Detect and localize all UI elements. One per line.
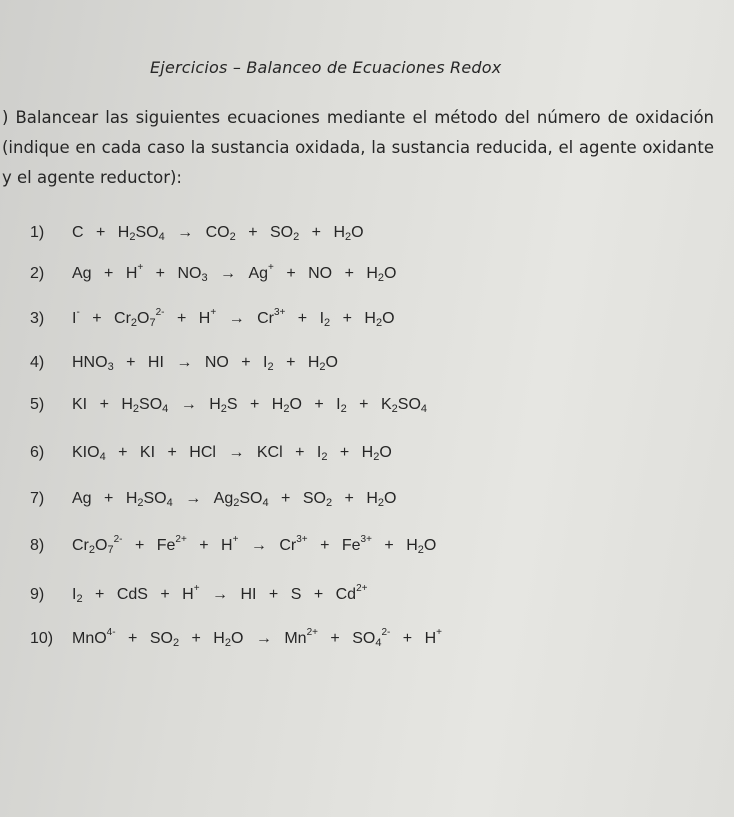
equation-number: 10) — [30, 630, 54, 647]
equation-number: 2) — [30, 265, 45, 282]
equation-row — [30, 534, 436, 556]
equation-row — [30, 354, 338, 373]
equation-formula: $I_2$ + CdS + H+ → HI + $S + Cd^{2+}$ — [72, 583, 368, 605]
equation-formula: $Ag + H_2SO_4 \to Ag_2SO_4 + SO_2 + H_2O$ — [72, 490, 397, 509]
page-title: Ejercicios – Balanceo de Ecuaciones Redox — [150, 58, 502, 77]
equation-formula: $Ag + H^+ + NO_3 \to Ag^+$ + NO + $H_2O$ — [72, 262, 397, 284]
equation-row — [30, 444, 392, 463]
equation-formula: KI + $H_2SO_4 \to H_2S + H_2O + I_2 + K_2SO_4$ — [72, 396, 428, 415]
equation-row — [30, 262, 397, 284]
equation-number: 5) — [30, 396, 45, 413]
equation-formula: $I^- + Cr_2O_7^{2-} + H^+ \to Cr^{3+} + I_2 + H_2O$ — [72, 307, 395, 329]
equation-row — [30, 490, 396, 509]
equation-row — [30, 627, 442, 649]
equation-formula: $Cr_2O_7^{2-} + Fe^{2+} + H^+ \to Cr^{3+} + Fe^{3+} + H_2O$ — [72, 534, 437, 556]
equation-number: 8) — [30, 537, 45, 554]
equation-number: 4) — [30, 354, 45, 371]
equation-formula: $HNO_3$ + HI → NO + $I_2 + H_2O$ — [72, 354, 338, 373]
equation-number: 7) — [30, 490, 45, 507]
equation-row — [30, 583, 367, 605]
equation-row — [30, 396, 427, 415]
equation-formula: $KIO_4$ + KI + HCl → KCl + $I_2 + H_2O$ — [72, 444, 392, 463]
equation-number: 1) — [30, 224, 45, 241]
equation-number: 9) — [30, 586, 45, 603]
instructions: ) Balancear las siguientes ecuaciones mediante el método del número de oxidación (indique en cada caso la sustancia oxidada, la sustancia reducida, el agente oxidante y el agente reductor): — [2, 108, 714, 187]
equation-formula: $C + H_2SO_4 \to CO_2 + SO_2 + H_2O$ — [72, 224, 364, 243]
equation-formula: $MnO^{4-} + SO_2 + H_2O \to Mn^{2+} + SO_4^{2-} + H^+$ — [72, 627, 442, 649]
equation-number: 6) — [30, 444, 45, 461]
equation-row — [30, 307, 395, 329]
equation-row — [30, 224, 364, 243]
equation-number: 3) — [30, 310, 45, 327]
